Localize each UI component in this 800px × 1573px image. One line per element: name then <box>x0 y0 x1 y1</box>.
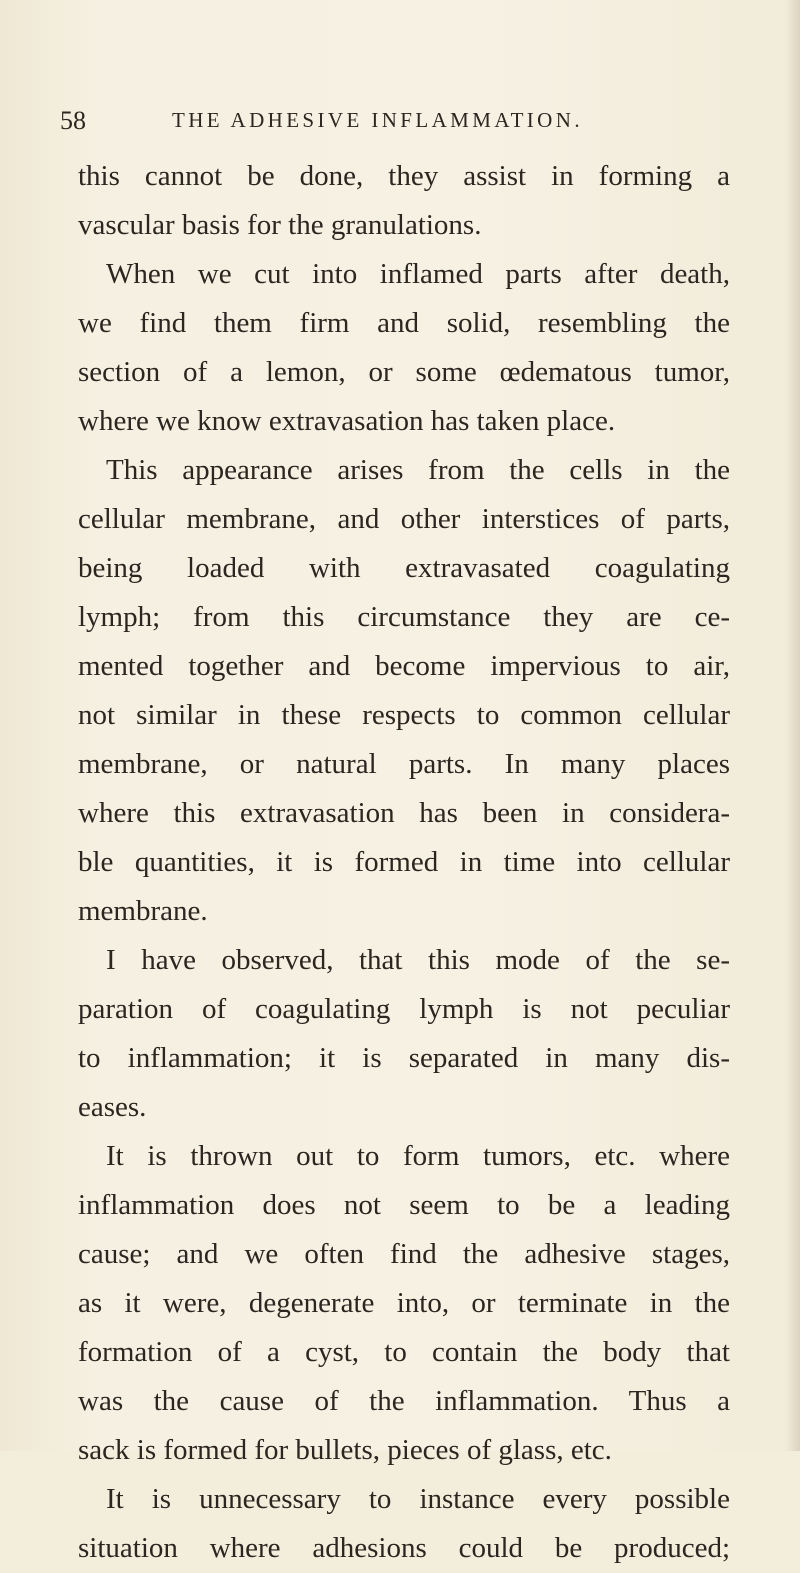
text-line: This appearance arises from the cells in the <box>106 454 730 486</box>
text-line: where we know extravasation has taken place. <box>78 405 616 437</box>
running-head: THE ADHESIVE INFLAMMATION. <box>172 108 583 132</box>
text-line: mented together and become impervious to air, <box>78 650 730 682</box>
text-line: situation where adhesions could be produced; <box>78 1532 730 1564</box>
text-line: I have observed, that this mode of the se- <box>106 944 730 976</box>
page-edge-shadow <box>786 0 800 1451</box>
text-line: eases. <box>78 1091 147 1123</box>
text-line: where this extravasation has been in considera- <box>78 797 730 829</box>
text-line: membrane, or natural parts. In many places <box>78 748 730 780</box>
page-number: 58 <box>60 106 86 135</box>
text-line: as it were, degenerate into, or terminate in the <box>78 1287 730 1319</box>
text-line: ble quantities, it is formed in time into cellular <box>78 846 730 878</box>
body-text <box>78 152 730 1573</box>
text-line: cellular membrane, and other interstices of parts, <box>78 503 730 535</box>
text-line: It is unnecessary to instance every possible <box>106 1483 730 1515</box>
text-line: section of a lemon, or some œdematous tumor, <box>78 356 730 388</box>
text-line: vascular basis for the granulations. <box>78 209 482 241</box>
text-line: inflammation does not seem to be a leading <box>78 1189 730 1221</box>
page-header <box>60 106 750 142</box>
text-line: It is thrown out to form tumors, etc. where <box>106 1140 730 1172</box>
text-line: When we cut into inflamed parts after death, <box>106 258 730 290</box>
text-line: was the cause of the inflammation. Thus a <box>78 1385 730 1417</box>
text-line: to inflammation; it is separated in many dis- <box>78 1042 730 1074</box>
text-line: not similar in these respects to common cellular <box>78 699 730 731</box>
text-line: paration of coagulating lymph is not peculiar <box>78 993 730 1025</box>
text-line: cause; and we often find the adhesive stages, <box>78 1238 730 1270</box>
text-line: sack is formed for bullets, pieces of glass, etc. <box>78 1434 612 1466</box>
text-line: membrane. <box>78 895 208 927</box>
text-line: formation of a cyst, to contain the body that <box>78 1336 730 1368</box>
text-line: lymph; from this circumstance they are ce- <box>78 601 730 633</box>
text-line: we find them firm and solid, resembling the <box>78 307 730 339</box>
text-line: being loaded with extravasated coagulating <box>78 552 730 584</box>
text-line: this cannot be done, they assist in forming a <box>78 160 730 192</box>
